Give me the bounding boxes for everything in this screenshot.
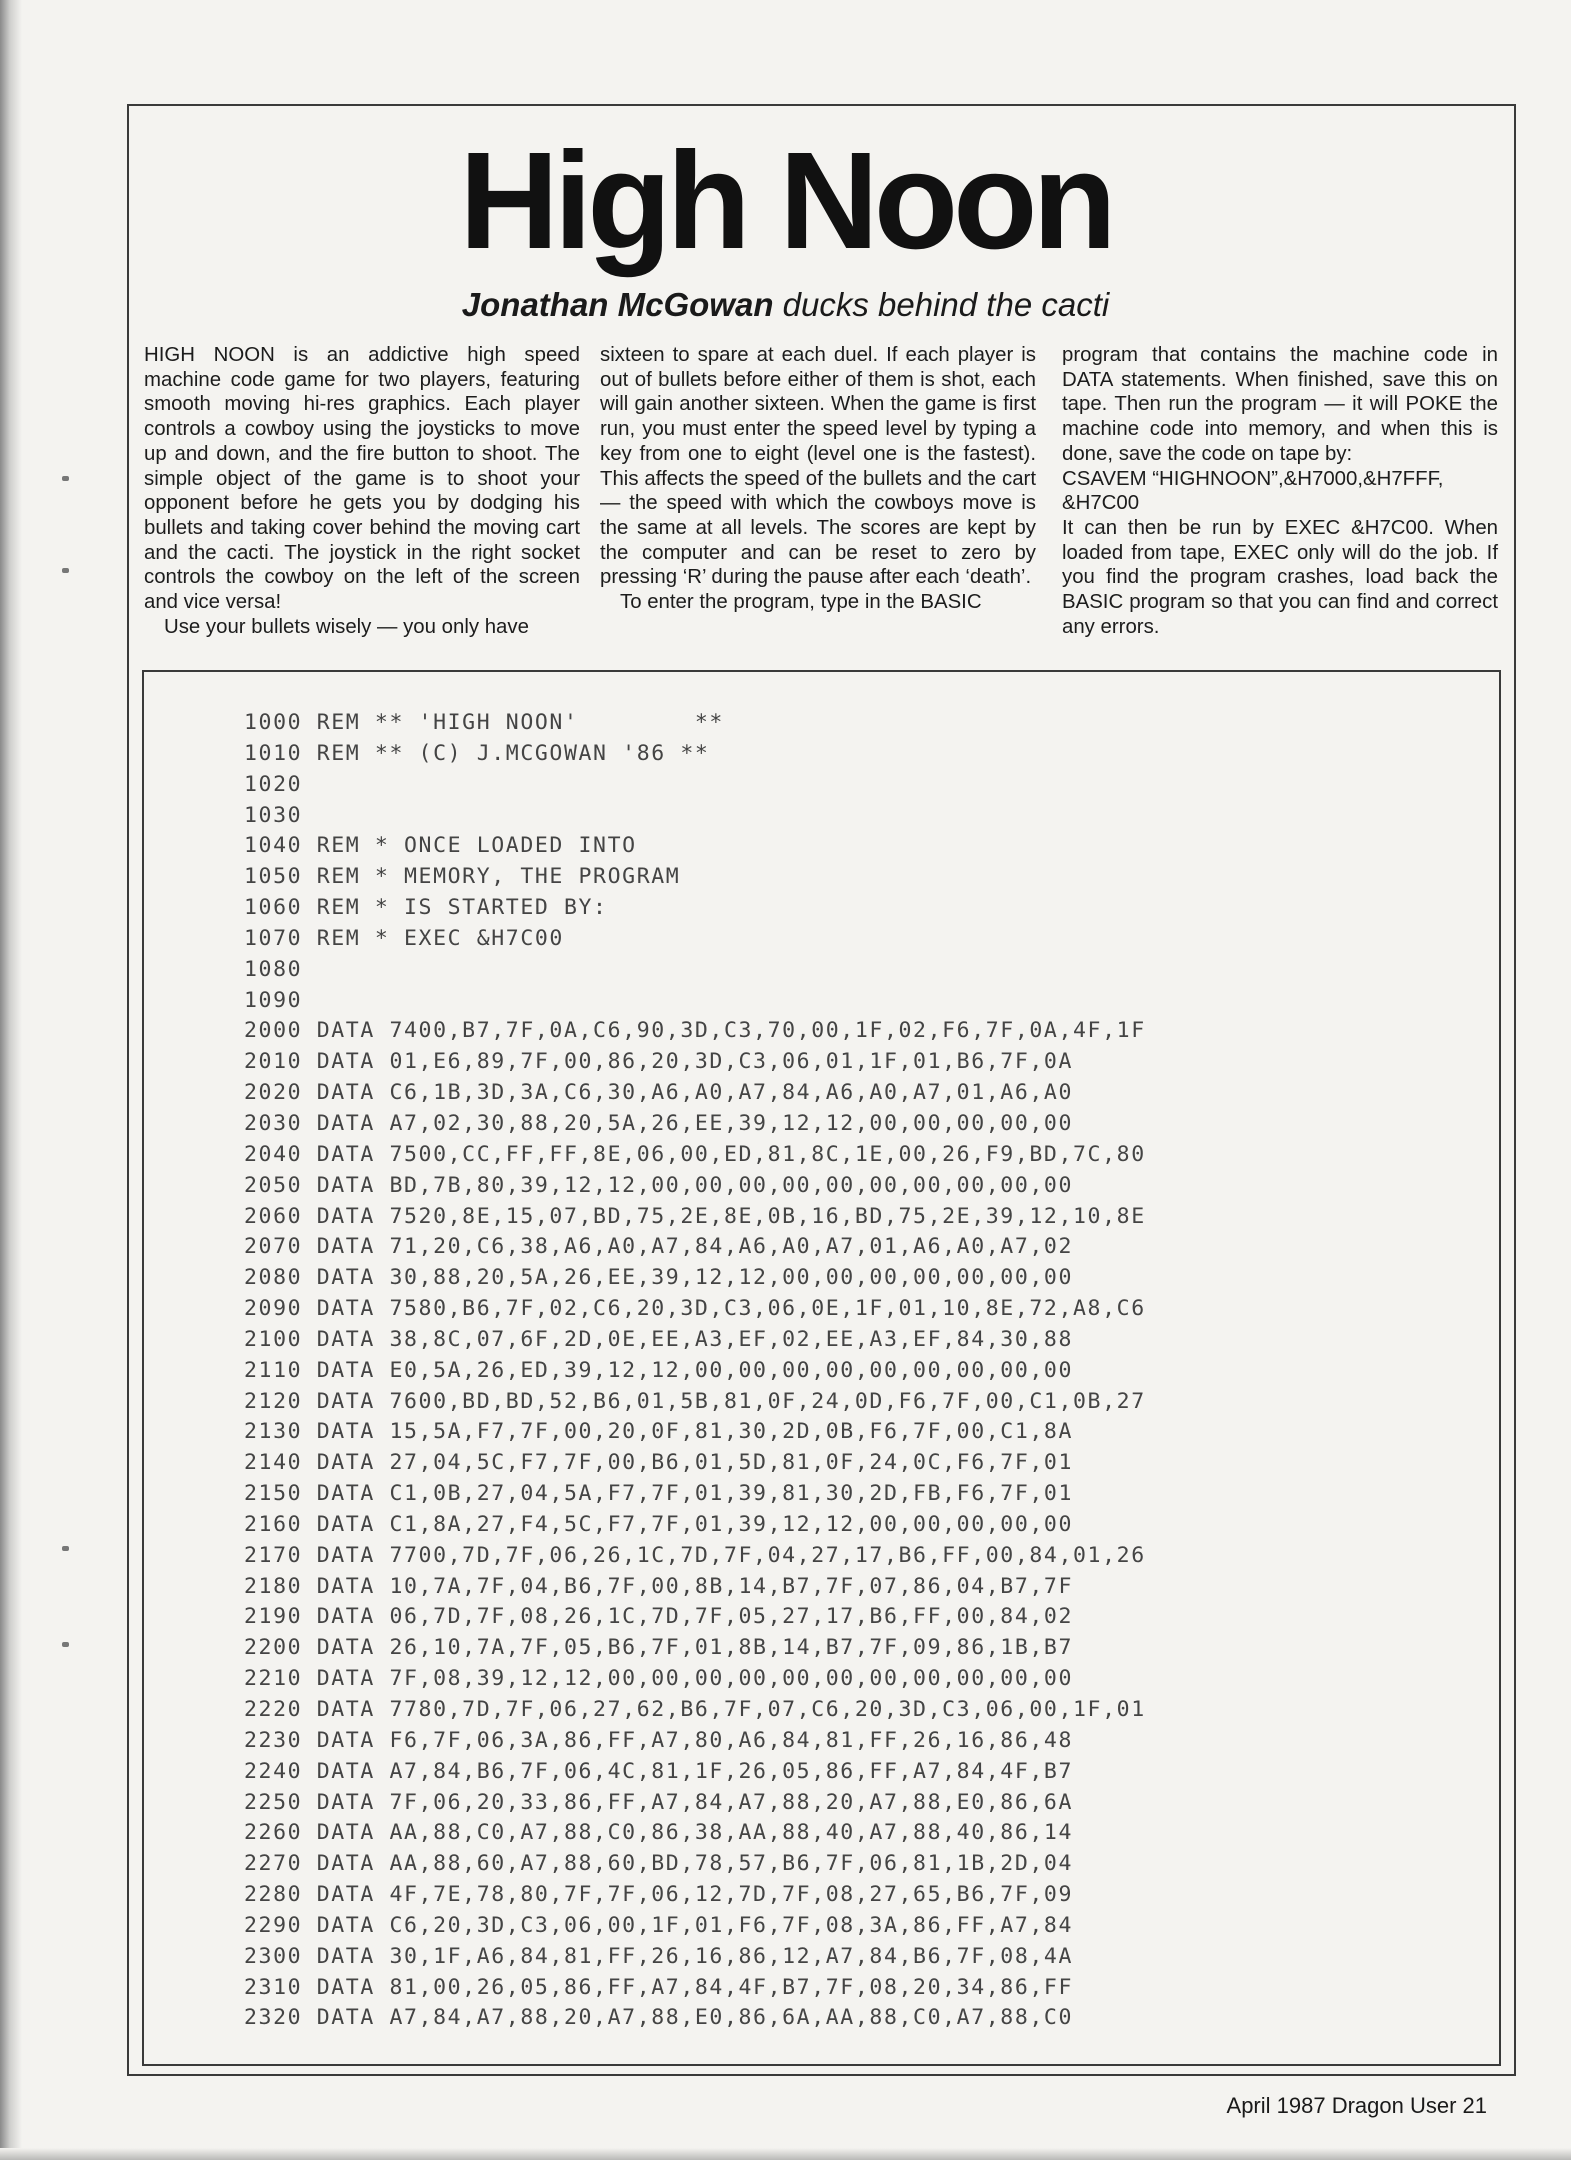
listing-line: 1040 REM * ONCE LOADED INTO <box>244 833 637 859</box>
program-listing <box>244 708 1146 2034</box>
listing-line: 2200 DATA 26,10,7A,7F,05,B6,7F,01,8B,14,B7,7F,09,86,1B,B7 <box>244 1635 1074 1661</box>
listing-line: 1010 REM ** (C) J.MCGOWAN '86 ** <box>244 740 710 766</box>
byline-tagline: ducks behind the cacti <box>782 286 1110 323</box>
listing-line: 2080 DATA 30,88,20,5A,26,EE,39,12,12,00,00,00,00,00,00,00 <box>244 1265 1074 1291</box>
listing-line: 2170 DATA 7700,7D,7F,06,26,1C,7D,7F,04,27,17,B6,FF,00,84,01,26 <box>244 1542 1146 1568</box>
author-name: Jonathan McGowan <box>461 286 774 323</box>
binding-mark <box>62 1642 69 1647</box>
listing-line: 2260 DATA AA,88,C0,A7,88,C0,86,38,AA,88,40,A7,88,40,86,14 <box>244 1820 1074 1846</box>
listing-line: 1000 REM ** 'HIGH NOON' ** <box>244 710 724 735</box>
binding-mark <box>62 568 69 573</box>
paragraph: HIGH NOON is an addictive high speed machine code game for two players, featuring smooth moving hi-res graphics. Each player controls a cowboy using the joysticks to move up and down, and the fire button to shoot. The simple object of the game is to shoot your opponent before he gets you by dodging his bullets and taking cover behind the moving cart and the cacti. The joystick in the right socket controls the cowboy on the left of the screen and vice versa! <box>144 344 580 614</box>
listing-line: 2110 DATA E0,5A,26,ED,39,12,12,00,00,00,00,00,00,00,00,00 <box>244 1357 1074 1383</box>
listing-line: 2180 DATA 10,7A,7F,04,B6,7F,00,8B,14,B7,7F,07,86,04,B7,7F <box>244 1573 1074 1599</box>
text-column-1 <box>144 343 580 639</box>
listing-line: 2030 DATA A7,02,30,88,20,5A,26,EE,39,12,12,00,00,00,00,00 <box>244 1110 1074 1136</box>
listing-line: 1090 <box>244 987 303 1013</box>
paragraph: To enter the program, type in the BASIC <box>620 591 982 614</box>
listing-line: 2150 DATA C1,0B,27,04,5A,F7,7F,01,39,81,30,2D,FB,F6,7F,01 <box>244 1481 1074 1507</box>
listing-line: 2220 DATA 7780,7D,7F,06,27,62,B6,7F,07,C6,20,3D,C3,06,00,1F,01 <box>244 1697 1146 1722</box>
listing-line: 2140 DATA 27,04,5C,F7,7F,00,B6,01,5D,81,0F,24,0C,F6,7F,01 <box>244 1450 1074 1476</box>
listing-line: 2280 DATA 4F,7E,78,80,7F,7F,06,12,7D,7F,08,27,65,B6,7F,09 <box>244 1882 1074 1908</box>
listing-line: 2050 DATA BD,7B,80,39,12,12,00,00,00,00,00,00,00,00,00,00 <box>244 1172 1074 1198</box>
binding-mark <box>62 476 69 481</box>
text-column-2 <box>600 343 1036 615</box>
listing-line: 2250 DATA 7F,06,20,33,86,FF,A7,84,A7,88,20,A7,88,E0,86,6A <box>244 1789 1074 1815</box>
paragraph: sixteen to spare at each duel. If each player is out of bullets before either of them is shot, each will gain another sixteen. When the game is first run, you must enter the speed level by typing a key from one to eight (level one is the fastest). This affects the speed of the bullets and the cart — the speed with which the cowboys move is the same at all levels. The scores are kept by the computer and can be reset to zero by pressing ‘R’ during the pause after each ‘death’. <box>600 344 1036 589</box>
article-byline <box>0 283 1571 327</box>
listing-line: 1030 <box>244 802 303 828</box>
listing-line: 2240 DATA A7,84,B6,7F,06,4C,81,1F,26,05,86,FF,A7,84,4F,B7 <box>244 1758 1074 1784</box>
listing-line: 2270 DATA AA,88,60,A7,88,60,BD,78,57,B6,7F,06,81,1B,2D,04 <box>244 1851 1074 1877</box>
listing-line: 2020 DATA C6,1B,3D,3A,C6,30,A6,A0,A7,84,A6,A0,A7,01,A6,A0 <box>244 1080 1074 1106</box>
command-line: &H7C00 <box>1062 492 1140 515</box>
listing-line: 2000 DATA 7400,B7,7F,0A,C6,90,3D,C3,70,00,1F,02,F6,7F,0A,4F,1F <box>244 1018 1146 1044</box>
binding-mark <box>62 1546 69 1551</box>
text-column-3 <box>1062 343 1498 639</box>
listing-line: 1060 REM * IS STARTED BY: <box>244 895 608 921</box>
listing-line: 2290 DATA C6,20,3D,C3,06,00,1F,01,F6,7F,08,3A,86,FF,A7,84 <box>244 1912 1074 1938</box>
listing-line: 2230 DATA F6,7F,06,3A,86,FF,A7,80,A6,84,81,FF,26,16,86,48 <box>244 1727 1074 1753</box>
listing-line: 2320 DATA A7,84,A7,88,20,A7,88,E0,86,6A,AA,88,C0,A7,88,C0 <box>244 2005 1074 2031</box>
listing-line: 2160 DATA C1,8A,27,F4,5C,F7,7F,01,39,12,12,00,00,00,00,00 <box>244 1511 1074 1537</box>
listing-line: 1020 <box>244 771 303 797</box>
command-line: CSAVEM “HIGHNOON”,&H7000,&H7FFF, <box>1062 467 1444 490</box>
listing-line: 2300 DATA 30,1F,A6,84,81,FF,26,16,86,12,A7,84,B6,7F,08,4A <box>244 1943 1074 1969</box>
paragraph: It can then be run by EXEC &H7C00. When loaded from tape, EXEC only will do the job. If you find the program crashes, load back the BASIC program so that you can find and correct any errors. <box>1062 516 1498 638</box>
listing-line: 2090 DATA 7580,B6,7F,02,C6,20,3D,C3,06,0E,1F,01,10,8E,72,A8,C6 <box>244 1296 1146 1322</box>
listing-line: 2100 DATA 38,8C,07,6F,2D,0E,EE,A3,EF,02,EE,A3,EF,84,30,88 <box>244 1326 1074 1352</box>
listing-line: 1080 <box>244 956 303 982</box>
page-footer: April 1987 Dragon User 21 <box>1226 2093 1487 2118</box>
listing-line: 2060 DATA 7520,8E,15,07,BD,75,2E,8E,0B,16,BD,75,2E,39,12,10,8E <box>244 1203 1146 1229</box>
listing-line: 2310 DATA 81,00,26,05,86,FF,A7,84,4F,B7,7F,08,20,34,86,FF <box>244 1974 1074 2000</box>
article-title: High Noon <box>459 124 1112 278</box>
listing-line: 2130 DATA 15,5A,F7,7F,00,20,0F,81,30,2D,0B,F6,7F,00,C1,8A <box>244 1419 1074 1445</box>
listing-line: 2210 DATA 7F,08,39,12,12,00,00,00,00,00,00,00,00,00,00,00 <box>244 1666 1074 1692</box>
page-bottom-edge <box>0 2148 1571 2160</box>
listing-line: 2040 DATA 7500,CC,FF,FF,8E,06,00,ED,81,8C,1E,00,26,F9,BD,7C,80 <box>244 1141 1146 1167</box>
listing-line: 2190 DATA 06,7D,7F,08,26,1C,7D,7F,05,27,17,B6,FF,00,84,02 <box>244 1604 1074 1630</box>
listing-line: 2070 DATA 71,20,C6,38,A6,A0,A7,84,A6,A0,A7,01,A6,A0,A7,02 <box>244 1234 1074 1260</box>
listing-line: 1070 REM * EXEC &H7C00 <box>244 925 564 951</box>
listing-line: 2010 DATA 01,E6,89,7F,00,86,20,3D,C3,06,01,1F,01,B6,7F,0A <box>244 1049 1074 1075</box>
listing-line: 1050 REM * MEMORY, THE PROGRAM <box>244 864 681 890</box>
paragraph: Use your bullets wisely — you only have <box>164 615 529 638</box>
paragraph: program that contains the machine code in DATA statements. When finished, save this on tape. Then run the program — it will POKE the machine code into memory, and when this is done, save the code on tape by: <box>1062 344 1498 465</box>
listing-line: 2120 DATA 7600,BD,BD,52,B6,01,5B,81,0F,24,0D,F6,7F,00,C1,0B,27 <box>244 1388 1146 1414</box>
